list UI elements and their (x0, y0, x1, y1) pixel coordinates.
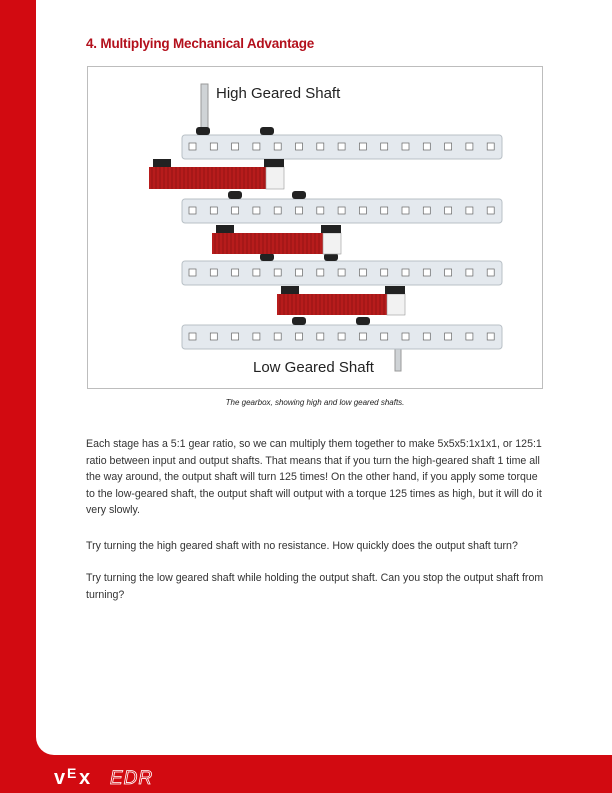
metal-plate (182, 253, 502, 285)
figure-caption: The gearbox, showing high and low geared shafts. (225, 398, 405, 407)
red-gear (212, 225, 341, 254)
paragraph-gear-ratio: Each stage has a 5:1 gear ratio, so we can multiply them together to make 5x5x5:1x1x1, or 125:1 ratio between input and output shafts. That means that if you turn the high-geared shaft 1 time all the way around, the output shaft will turn 125 times! On the other hand, if you apply some torque to the low-geared shaft, the output shaft will output with a torque 125 times as high, but it will do it very slowly. (86, 438, 542, 517)
vex-edr-logo (52, 764, 202, 793)
metal-plate (182, 191, 502, 223)
svg-text:EDR: EDR (110, 768, 154, 788)
gearbox-illustration (88, 67, 542, 388)
low-geared-shaft (395, 347, 401, 371)
high-geared-shaft-label: High Geared Shaft (216, 85, 341, 102)
metal-plate (182, 127, 502, 159)
svg-text:v: v (54, 767, 66, 788)
gearbox-figure (87, 66, 543, 389)
red-gear (149, 159, 284, 189)
paragraph-low-shaft: Try turning the low geared shaft while holding the output shaft. Can you stop the output shaft from turning? (86, 572, 544, 601)
red-gear (277, 286, 405, 315)
high-geared-shaft (201, 84, 208, 134)
metal-plate (182, 317, 502, 349)
paragraph-high-shaft: Try turning the high geared shaft with no resistance. How quickly does the output shaft turn? (86, 540, 518, 552)
section-title: 4. Multiplying Mechanical Advantage (86, 36, 315, 51)
low-geared-shaft-label: Low Geared Shaft (253, 359, 374, 376)
svg-text:E: E (67, 765, 77, 781)
svg-text:x: x (79, 767, 91, 788)
